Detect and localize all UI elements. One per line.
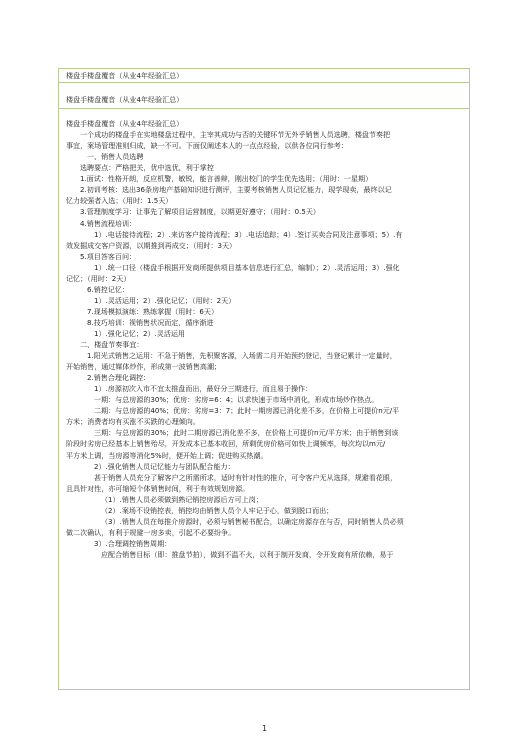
text-line: 3）.合理调控销售周期： <box>94 538 172 548</box>
section-heading: 二、楼盘节奏事宜： <box>80 340 144 350</box>
document-title: 楼盘手楼盘覆音（从业4年经验汇总） <box>66 119 184 129</box>
text-line: 1）.统一口径（楼盘手根据开发商所提供项目基本信息进行汇总，编制）；2）.灵活运用；3）.强化 <box>94 262 400 272</box>
text-line: （1）.销售人员必须做到熟记销控房源后方可上岗； <box>101 494 263 504</box>
page-number: 1 <box>261 724 268 733</box>
text-line: 1）.房源初次入市不宜太推盘而出，最好分三期进行，而且易于操作： <box>94 384 313 394</box>
text-line: 选聘要点：严格把关，优中选优，利于掌控 <box>80 163 214 173</box>
header-line: 楼盘手楼盘覆音（从业4年经验汇总） <box>66 95 184 105</box>
text-line: 开始销售，通过媒体炒作，形成第一波销售高潮； <box>66 362 222 372</box>
intro-line: 事宜，案场管理准则归成，缺一不可。下面仅阐述本人的一点点经验，以供各位同行参考： <box>66 141 348 151</box>
document-body <box>66 70 462 560</box>
text-line: 2）.强化销售人员记忆能力与团队配合能力： <box>94 461 235 471</box>
text-line: 1）.强化记忆；2）.灵活运用 <box>94 328 185 338</box>
text-line: 忆力较强者入选；（用时：1.5天） <box>66 196 173 206</box>
text-line: 1.阳光式销售之运用：不急于销售，先积聚客源，入场需二月开始预约登记，当登记累计一定量时， <box>87 351 397 361</box>
text-line: 2.初训考核：选出36条房地产基础知识进行测评，主要考核销售人员记忆能力，现学现卖，最终以记 <box>80 185 392 195</box>
text-line: 4.销售流程培训： <box>80 218 137 228</box>
text-line: 应配合销售目标（即：推盘节拍），做到不温不火，以利于制开发商，令开发商有所依赖，易于 <box>101 549 394 559</box>
text-line: （2）.案场不设销控表，销控均由销售人员个人牢记于心，做到脱口而出； <box>101 505 334 515</box>
text-line: 5.项目答客百问： <box>80 251 137 261</box>
text-line: 1）.灵活运用；2）.强化记忆；（用时：2天） <box>94 295 236 305</box>
text-line: 一期：与总房源的30%；优房：劣房=6：4；以求快速于市场中消化，形成市场炒作热点。 <box>94 395 379 405</box>
intro-line: 一个成功的楼盘手在实地楼盘过程中，主宰其成功与否的关键环节无外乎销售人员选聘，楼盘节奏把 <box>80 130 391 140</box>
text-line: （3）.销售人员在每推介房源时，必须与销售秘书配合，以确定房源存在与否，同时销售人员必须 <box>101 516 404 526</box>
text-line: 且具针对性，亦可缩短个体销售时间，利于有效规划房源。 <box>66 483 250 493</box>
text-line: 1.面试：性格开朗，反应机警，敏锐，能言善辩，刚出校门的学生优先选用；（用时：一星期） <box>80 174 373 184</box>
text-line: 做二次确认，有利于规避一房多卖，引起不必要纷争。 <box>66 527 236 537</box>
text-line: 2.销售合理化调控： <box>87 373 151 383</box>
text-line: 7.现场模拟演练：熟练掌握（用时：6天） <box>87 306 219 316</box>
section-heading: 一、销售人员选聘 <box>87 152 144 162</box>
text-line: 效发掘成交客户资源，以期推到再成交；（用时：3天） <box>66 240 237 250</box>
text-line: 平方米上调，当房源等消化5%时，便开始上调；促进购买热潮。 <box>66 450 268 460</box>
text-line: 方米；消费者均有买涨不买跌的心理倾向。 <box>66 417 200 427</box>
text-line: 1）.电话接待流程；2）.来访客户接待流程；3）.电话追踪；4）.签订买卖合同及注意事项；5）.有 <box>94 229 403 239</box>
text-line: 三期：与总房源的30%；此时二期房源已消化差不多，在价格上可提价n元/平方米；由于销售到该 <box>94 428 399 438</box>
text-line: 阶段时劣房已经基本上销售殆尽，开发成本已基本收回，所剩优房价格可如快上调频率，每次均以m元/ <box>66 439 386 449</box>
text-line: 3.管理制度学习：让事先了解项目运营制度，以期更好遵守；（用时：0.5天） <box>80 207 320 217</box>
text-line: 6.销控记忆： <box>87 284 129 294</box>
text-line: 二期：与总房源的40%；优房：劣房=3：7；此时一期房源已消化差不多，在价格上可提价n元/平 <box>94 406 400 416</box>
text-line: 8.技巧培训：视销售状况而定，循序渐进 <box>87 317 214 327</box>
text-line: 甚于销售人员充分了解客户之所需所求，适时有针对性的推介，可令客户无从选择，规避看花眼， <box>94 472 398 482</box>
text-line: 记忆；（用时：2天） <box>66 273 131 283</box>
header-line: 楼盘手楼盘覆音（从业4年经验汇总） <box>66 71 184 80</box>
